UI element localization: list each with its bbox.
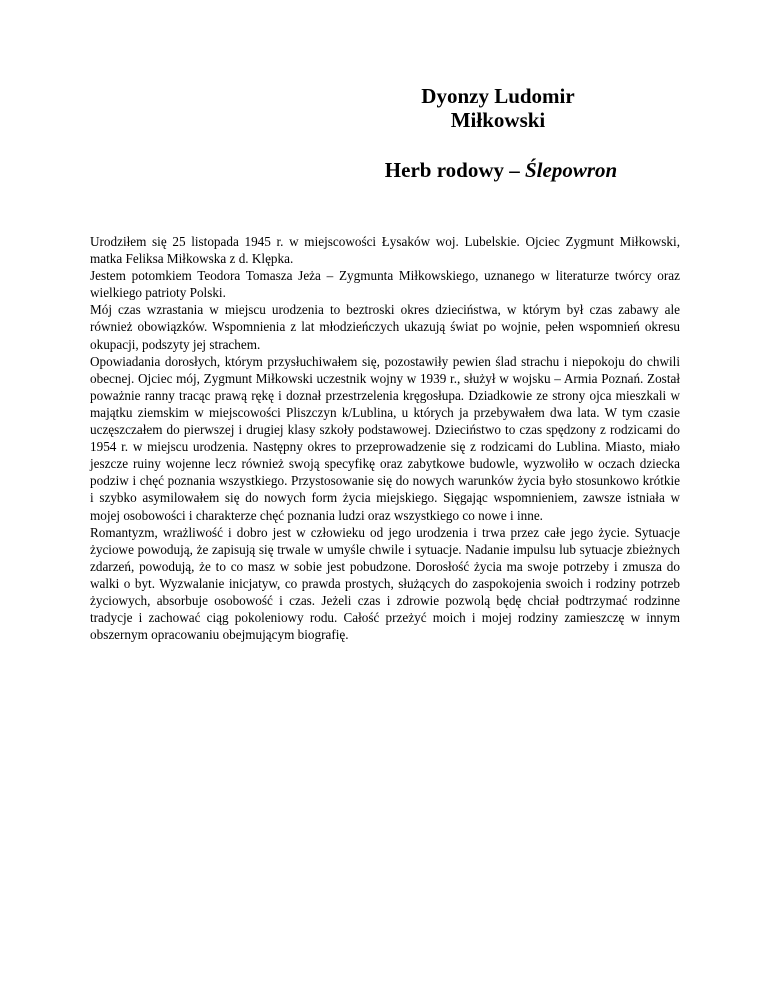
- paragraph-romanticism: Romantyzm, wrażliwość i dobro jest w człowieku od jego urodzenia i trwa przez całe jego życie. Sytuacje życiowe powodują, że zapisują się trwale w umyśle chwile i sytuacje. Nadanie impulsu lub sytuacje zbieżnych zdarzeń, powodują, że to co masz w sobie jest pobudzone. Dorosłość życia ma swoje potrzeby i zmusza do walki o byt. Wyzwalanie inicjatyw, co prawda prostych, służących do zaspokojenia swoich i rodziny potrzeb życiowych, absorbuje osobowość i czas. Jeżeli czas i zdrowie pozwolą będę chciał podtrzymać rodzinne tradycje i zachować ciąg pokoleniowy rodu. Całość przeżyć moich i mojej rodziny zamieszczę w innym obszernym opracowaniu obejmującym biografię.: [90, 524, 680, 643]
- coat-of-arms-heading: [336, 158, 666, 182]
- coat-of-arms-name: Ślepowron: [525, 158, 618, 182]
- author-name-heading: [376, 84, 620, 132]
- paragraph-ancestry: Jestem potomkiem Teodora Tomasza Jeża – Zygmunta Miłkowskiego, uznanego w literaturze twórcy oraz wielkiego patrioty Polski.: [90, 268, 680, 301]
- author-name-line-1: Dyonzy Ludomir: [421, 84, 575, 108]
- paragraph-childhood: Mój czas wzrastania w miejscu urodzenia to beztroski okres dzieciństwa, w którym był czas zabawy ale również obowiązków. Wspomnienia z lat młodzieńczych ukazują świat po wojnie, pełen wspomnień okresu okupacji, podszyty jej strachem.: [90, 302, 680, 352]
- paragraph-birth: Urodziłem się 25 listopada 1945 r. w miejscowości Łysaków woj. Lubelskie. Ojciec Zygmunt Miłkowski, matka Feliksa Miłkowska z d. Klępka.: [90, 234, 680, 267]
- biography-text: [90, 233, 680, 643]
- author-name-line-2: Miłkowski: [450, 108, 546, 132]
- coat-of-arms-prefix: Herb rodowy –: [384, 158, 525, 182]
- paragraph-stories: Opowiadania dorosłych, którym przysłuchiwałem się, pozostawiły pewien ślad strachu i niepokoju do chwili obecnej. Ojciec mój, Zygmunt Miłkowski uczestnik wojny w 1939 r., służył w wojsku – Armia Poznań. Został poważnie ranny tracąc prawą rękę i doznał przestrzelenia kręgosłupa. Dziadkowie ze strony ojca mieszkali w majątku ziemskim w miejscowości Pliszczyn k/Lublina, u których ja przebywałem dwa lata. W tym czasie uczęszczałem do pierwszej i drugiej klasy szkoły podstawowej. Dzieciństwo to czas spędzony z rodzicami do 1954 r. w miejscu urodzenia. Następny okres to przeprowadzenie się z rodzicami do Lublina. Miasto, miało jeszcze ruiny wojenne lecz również swoją specyfikę oraz zabytkowe budowle, wyzwoliło w oczach dziecka podziw i chęć poznania wszystkiego. Przystosowanie się do nowych warunków życia było stosunkowo krótkie i szybko asymilowałem się do nowych form życia miejskiego. Sięgając wspomnieniem, zawsze istniała w mojej osobowości i charakterze chęć poznania ludzi oraz wszystkiego co nowe i inne.: [90, 353, 680, 523]
